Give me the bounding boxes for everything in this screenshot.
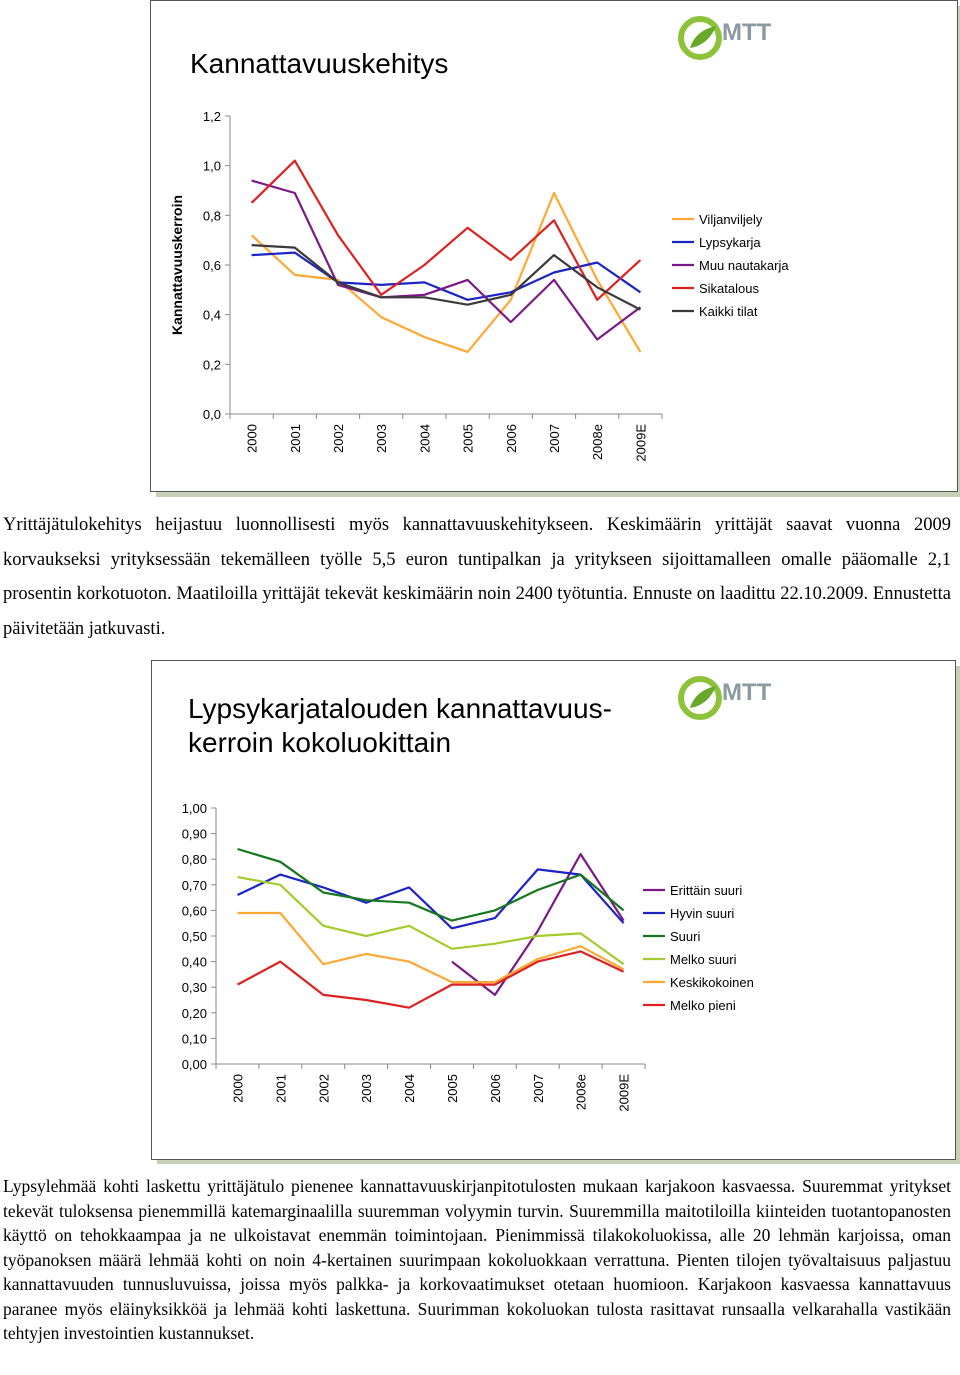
chart2-y-tick-label: 1,00 [181,801,207,816]
chart1-x-tick-label: 2006 [503,424,519,453]
chart2-plot [151,790,954,1158]
chart2-series-line-5 [238,913,624,982]
chart2-series-line-6 [238,951,624,1007]
chart1-logo-text: MTT [722,19,772,46]
chart1-y-tick-label: 0,2 [202,357,221,373]
chart2-y-tick-label: 0,80 [181,852,207,868]
chart2-y-tick-label: 0,60 [181,903,207,919]
chart2-x-tick-label: 2005 [444,1074,460,1103]
chart1-plot [150,90,956,490]
chart2-y-tick-label: 0,40 [181,954,207,970]
chart2-x-tick-label: 2001 [273,1074,289,1103]
chart2-y-tick-label: 0,00 [181,1057,207,1072]
chart1-y-tick-label: 0,4 [202,307,221,323]
chart1-y-axis-title: Kannattavuuskerroin [169,194,185,336]
chart2-series-line-1 [452,854,624,995]
chart1-series-line-4 [252,161,641,300]
paragraph-1: Yrittäjätulokehitys heijastuu luonnollisesti myös kannattavuuskehitykseen. Keskimäärin yrittäjät saavat vuonna 2009 korvaukseksi yrityksessään tekemälleen työlle 5,5 euron tuntipalkan ja yritykseen sijoittamalleen omalle pääomalle 2,1 prosentin korkotuoton. Maatiloilla yrittäjät tekevät keskimäärin noin 2400 työtuntia. Ennuste on laadittu 22.10.2009. Ennustetta päivitetään jatkuvasti. [3,515,951,639]
chart2-x-tick-label: 2008e [573,1074,589,1111]
chart1-x-tick-label: 2001 [287,424,303,453]
chart1-legend-label: Viljanviljely [699,212,763,227]
chart1-y-tick-label: 1,2 [202,109,221,124]
chart2-y-tick-label: 0,70 [181,877,207,893]
chart2-y-tick-label: 0,90 [181,826,207,842]
chart1-y-tick-label: 0,8 [202,208,221,224]
chart1-x-tick-label: 2008e [590,424,606,461]
chart1-x-tick-label: 2002 [331,424,346,453]
chart2-x-tick-label: 2009E [616,1074,632,1112]
chart2-logo-text: MTT [722,679,772,706]
chart2-y-tick-label: 0,50 [181,929,207,944]
chart2-x-tick-label: 2000 [230,1074,246,1103]
chart2-legend-label: Keskikokoinen [670,975,754,990]
chart1-x-tick-label: 2007 [547,424,562,453]
chart2-mtt-logo [676,674,786,726]
chart1-y-tick-label: 1,0 [202,158,221,174]
chart1-mtt-logo [676,14,786,66]
chart1-legend-label: Kaikki tilat [699,304,758,319]
chart2-x-tick-label: 2003 [359,1074,375,1103]
chart1-legend-label: Lypsykarja [699,235,761,250]
chart2-x-tick-label: 2006 [487,1074,503,1103]
chart2-x-tick-label: 2004 [402,1074,418,1103]
chart2-series-line-3 [238,849,624,921]
chart2-x-tick-label: 2002 [316,1074,332,1103]
chart2-legend-label: Melko suuri [670,952,737,967]
chart1-y-tick-label: 0,0 [202,407,221,422]
chart2-title-line1: Lypsykarjatalouden kannattavuus- [188,693,612,724]
chart2-y-tick-label: 0,30 [181,980,207,996]
logo-leaf-icon [690,26,716,48]
chart2-y-tick-label: 0,10 [181,1031,207,1047]
chart2-legend-label: Hyvin suuri [670,906,735,921]
chart1-y-tick-label: 0,6 [202,258,221,273]
chart1-x-tick-label: 2009E [633,424,649,462]
chart1-x-tick-label: 2004 [417,424,433,453]
chart2-title-line2: kerroin kokoluokittain [188,727,452,758]
chart1-x-tick-label: 2005 [460,424,476,453]
paragraph-2: Lypsylehmää kohti laskettu yrittäjätulo pienenee kannattavuuskirjanpitotulosten mukaan karjakoon kasvaessa. Suuremmat yritykset tekevät tuloksensa pienemmillä katemarginaalilla suuremman volyymin turvin. Suuremmilla maitotiloilla kiinteiden tuotantopanosten käyttö on tehokkaampaa ja ne ulkoistavat enemmän toimintojaan. Pienimmissä tilakokoluokissa, alle 20 lehmän karjoissa, oman työpanoksen määrä lehmää kohti on noin 4-kertainen suurimpaan kokoluokkaan verrattuna. Pienten tilojen työvaltaisuus paljastuu kannattavuuden tunnusluvuissa, joissa myös palkka- ja korkovaatimukset otetaan huomioon. Karjakoon kasvaessa kannattavuus paranee myös eläinyksikköä ja lehmää kohti laskettuna. Suurimman kokoluokan tulosta rasittavat runsaalla velkarahalla vastikään tehtyjen investointien kustannukset. [3,1176,951,1343]
chart2-x-tick-label: 2007 [530,1074,546,1103]
chart1-legend-label: Muu nautakarja [699,258,789,273]
chart2-title [188,692,612,760]
chart2-legend-label: Suuri [670,929,701,944]
chart2-legend-label: Melko pieni [670,998,736,1013]
chart1-title: Kannattavuuskehitys [190,48,449,79]
chart1-legend-label: Sikatalous [699,281,759,296]
chart2-legend-label: Erittäin suuri [670,883,743,898]
chart1-x-tick-label: 2003 [374,424,390,453]
logo-leaf-icon [690,686,716,708]
chart2-y-tick-label: 0,20 [181,1005,207,1021]
chart1-x-tick-label: 2000 [244,424,260,453]
